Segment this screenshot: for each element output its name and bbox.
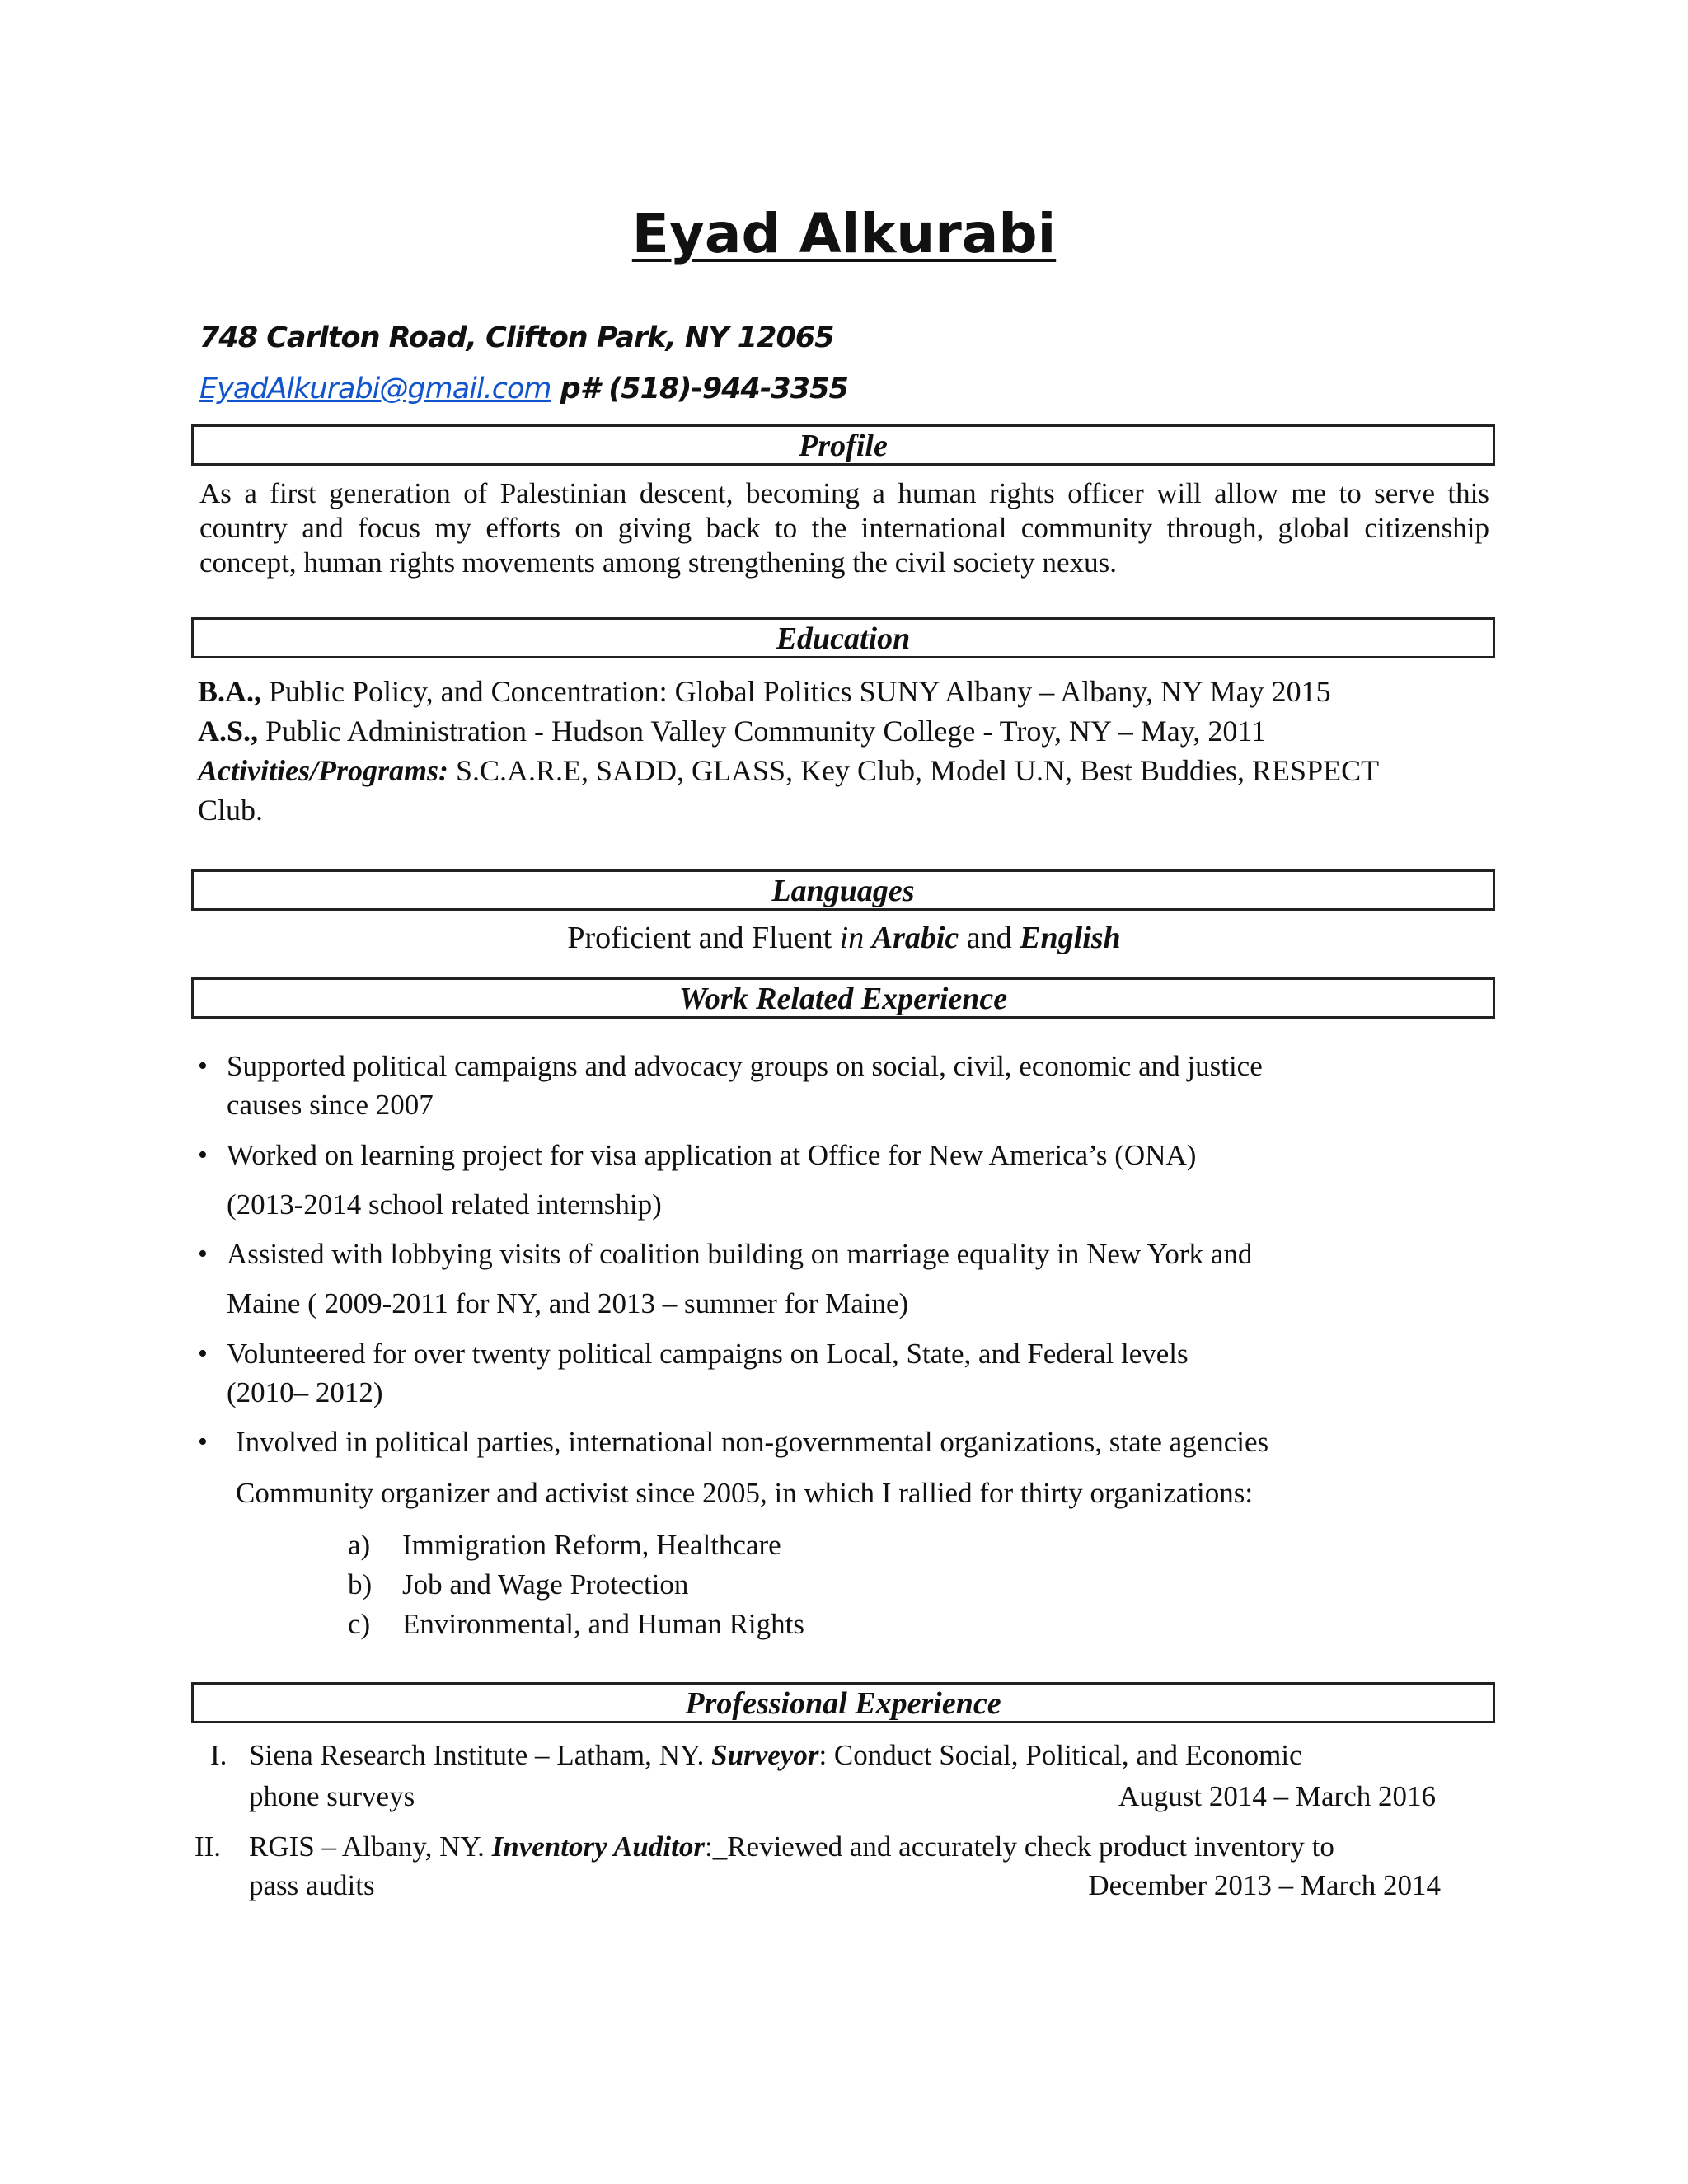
work-item-continuation: (2010– 2012): [227, 1376, 383, 1408]
profile-text: As a first generation of Palestinian descent, becoming a human rights officer will allow me to serve this country and focus my efforts on giving back to the international community through, global citizenship concept, human rights movements among strengthening the civil society nexus.: [199, 477, 1489, 579]
work-item-continuation: Community organizer and activist since 2005, in which I rallied for thirty organizations:: [236, 1477, 1254, 1509]
job-number: I.: [210, 1739, 227, 1771]
sublist-marker: b): [348, 1568, 373, 1601]
job-organization: Siena Research Institute – Latham, NY.: [249, 1739, 712, 1771]
language-english: English: [1020, 921, 1121, 955]
bullet-icon: •: [198, 1427, 208, 1457]
sublist-item: Job and Wage Protection: [402, 1568, 689, 1601]
education-as: [198, 714, 1266, 748]
sublist-item: Immigration Reform, Healthcare: [402, 1529, 781, 1561]
job-entry: [249, 1739, 1302, 1772]
activities-label: Activities/Programs:: [198, 754, 448, 787]
work-item-continuation: causes since 2007: [227, 1089, 434, 1121]
education-heading: Education: [191, 617, 1495, 658]
work-experience-heading: Work Related Experience: [191, 977, 1495, 1019]
job-dates: August 2014 – March 2016: [1118, 1780, 1436, 1812]
profile-heading: Profile: [191, 424, 1495, 466]
bullet-icon: •: [198, 1140, 208, 1170]
candidate-name: Eyad Alkurabi: [631, 202, 1057, 265]
bullet-icon: •: [198, 1338, 208, 1369]
job-dates: December 2013 – March 2014: [1088, 1869, 1441, 1901]
job-description: : Conduct Social, Political, and Economic: [818, 1739, 1302, 1771]
sublist-marker: a): [348, 1529, 371, 1561]
contact-line: [199, 373, 848, 405]
job-title: Inventory Auditor: [491, 1830, 705, 1863]
education-activities: [198, 753, 1379, 788]
education-ba: [198, 674, 1331, 709]
email-link[interactable]: EyadAlkurabi@gmail.com: [199, 373, 551, 405]
language-arabic: Arabic: [871, 921, 959, 955]
job-description: :_Reviewed and accurately check product inventory to: [704, 1830, 1334, 1863]
ba-degree: B.A.,: [198, 675, 262, 708]
address-line: 748 Carlton Road, Clifton Park, NY 12065: [199, 321, 834, 354]
bullet-icon: •: [198, 1239, 208, 1269]
work-item: Volunteered for over twenty political campaigns on Local, State, and Federal levels: [227, 1338, 1189, 1370]
job-number: II.: [195, 1830, 222, 1863]
activities-continuation: Club.: [198, 794, 264, 827]
job-title: Surveyor: [711, 1739, 819, 1771]
work-item-continuation: (2013-2014 school related internship): [227, 1188, 662, 1221]
work-item-continuation: Maine ( 2009-2011 for NY, and 2013 – summer for Maine): [227, 1287, 909, 1319]
as-degree: A.S.,: [198, 715, 259, 748]
job-description-continuation: phone surveys: [249, 1780, 415, 1812]
phone-number: p# (518)-944-3355: [551, 373, 848, 405]
work-item: Worked on learning project for visa application at Office for New America’s (ONA): [227, 1139, 1197, 1171]
languages-text: Proficient and Fluent in Arabic and English: [567, 921, 1121, 955]
job-description-continuation: pass audits: [249, 1869, 375, 1901]
as-details: Public Administration - Hudson Valley Community College - Troy, NY – May, 2011: [258, 715, 1267, 748]
work-item: Assisted with lobbying visits of coalition building on marriage equality in New York and: [227, 1238, 1253, 1270]
sublist-item: Environmental, and Human Rights: [402, 1608, 804, 1640]
ba-details: Public Policy, and Concentration: Global Politics SUNY Albany – Albany, NY May 2015: [261, 675, 1331, 708]
job-entry: [249, 1830, 1334, 1863]
sublist-marker: c): [348, 1608, 371, 1640]
activities-list: S.C.A.R.E, SADD, GLASS, Key Club, Model U.N, Best Buddies, RESPECT: [448, 754, 1380, 787]
bullet-icon: •: [198, 1051, 208, 1081]
work-item: Involved in political parties, international non-governmental organizations, state agencies: [236, 1426, 1269, 1458]
languages-heading: Languages: [191, 869, 1495, 911]
job-organization: RGIS – Albany, NY.: [249, 1830, 492, 1863]
work-item: Supported political campaigns and advocacy groups on social, civil, economic and justice: [227, 1050, 1263, 1082]
professional-experience-heading: Professional Experience: [191, 1682, 1495, 1723]
